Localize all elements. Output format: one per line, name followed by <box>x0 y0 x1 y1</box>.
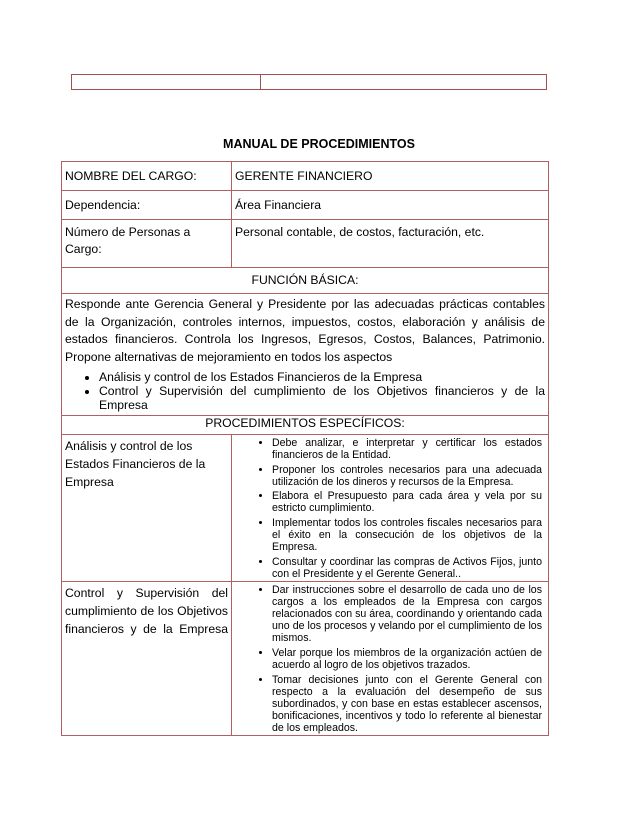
funcion-basica-list <box>65 370 545 412</box>
row-personas <box>62 220 549 268</box>
header-cell-left <box>72 75 261 89</box>
funcion-basica-heading: FUNCIÓN BÁSICA: <box>62 268 549 294</box>
list-item: • Control y Supervisión del cumplimiento de los Objetivos financieros y de la Empresa <box>99 384 545 412</box>
cargo-value: GERENTE FINANCIERO <box>232 162 549 191</box>
page-title: MANUAL DE PROCEDIMIENTOS <box>223 137 415 151</box>
procedure-steps <box>232 582 549 736</box>
dependencia-label: Dependencia: <box>62 191 232 220</box>
list-item: • Dar instrucciones sobre el desarrollo de cada uno de los cargos a los empleados de la Empresa con cargos relacionados con su área, coordinando y orientando cada uno de los procesos y velando por el cumplimiento de los mismos. <box>272 584 542 644</box>
list-item: • Debe analizar, e interpretar y certificar los estados financieros de la Entidad. <box>272 437 542 461</box>
row-funcion-body <box>62 294 549 416</box>
procedures-table <box>61 161 549 736</box>
funcion-basica-paragraph: Responde ante Gerencia General y Presidente por las adecuadas prácticas contables de la Organización, controles internos, impuestos, costos, elaboración y análisis de estados financieros. Controla los Ingresos, Egresos, Costos, Balances, Patrimonio. Propone alternativas de mejoramiento en todos los aspectos <box>65 297 545 364</box>
procedimientos-heading: PROCEDIMIENTOS ESPECÍFICOS: <box>62 416 549 435</box>
row-dependencia <box>62 191 549 220</box>
procedure-name: Control y Supervisión del cumplimiento de los Objetivos financieros y de la Empresa <box>62 582 232 736</box>
row-proc-1 <box>62 435 549 582</box>
row-proc-heading <box>62 416 549 435</box>
header-table <box>71 74 547 90</box>
personas-label: Número de Personas a Cargo: <box>62 220 232 268</box>
dependencia-value: Área Financiera <box>232 191 549 220</box>
procedure-steps <box>232 435 549 582</box>
list-item: • Velar porque los miembros de la organización actúen de acuerdo al logro de los objetivos trazados. <box>272 647 542 671</box>
list-item: • Proponer los controles necesarios para una adecuada utilización de los dineros y recursos de la Empresa. <box>272 464 542 488</box>
personas-value: Personal contable, de costos, facturación, etc. <box>232 220 549 268</box>
row-funcion-heading <box>62 268 549 294</box>
list-item: • Elabora el Presupuesto para cada área y vela por su estricto cumplimiento. <box>272 490 542 514</box>
header-cell-right <box>261 75 546 89</box>
list-item: • Análisis y control de los Estados Financieros de la Empresa <box>99 370 545 384</box>
row-cargo <box>62 162 549 191</box>
procedure-name: Análisis y control de los Estados Financieros de la Empresa <box>62 435 232 582</box>
list-item: • Consultar y coordinar las compras de Activos Fijos, junto con el Presidente y el Gerente General.. <box>272 556 542 580</box>
funcion-basica-body <box>62 294 549 416</box>
list-item: • Implementar todos los controles fiscales necesarios para el éxito en la consecución de los objetivos de la Empresa. <box>272 517 542 553</box>
list-item: • Tomar decisiones junto con el Gerente General con respecto a la evaluación del desempeño de sus subordinados, y con base en estas establecer ascensos, bonificaciones, incentivos y todo lo referente al bienestar de los empleados. <box>272 674 542 734</box>
row-proc-2 <box>62 582 549 736</box>
cargo-label: NOMBRE DEL CARGO: <box>62 162 232 191</box>
